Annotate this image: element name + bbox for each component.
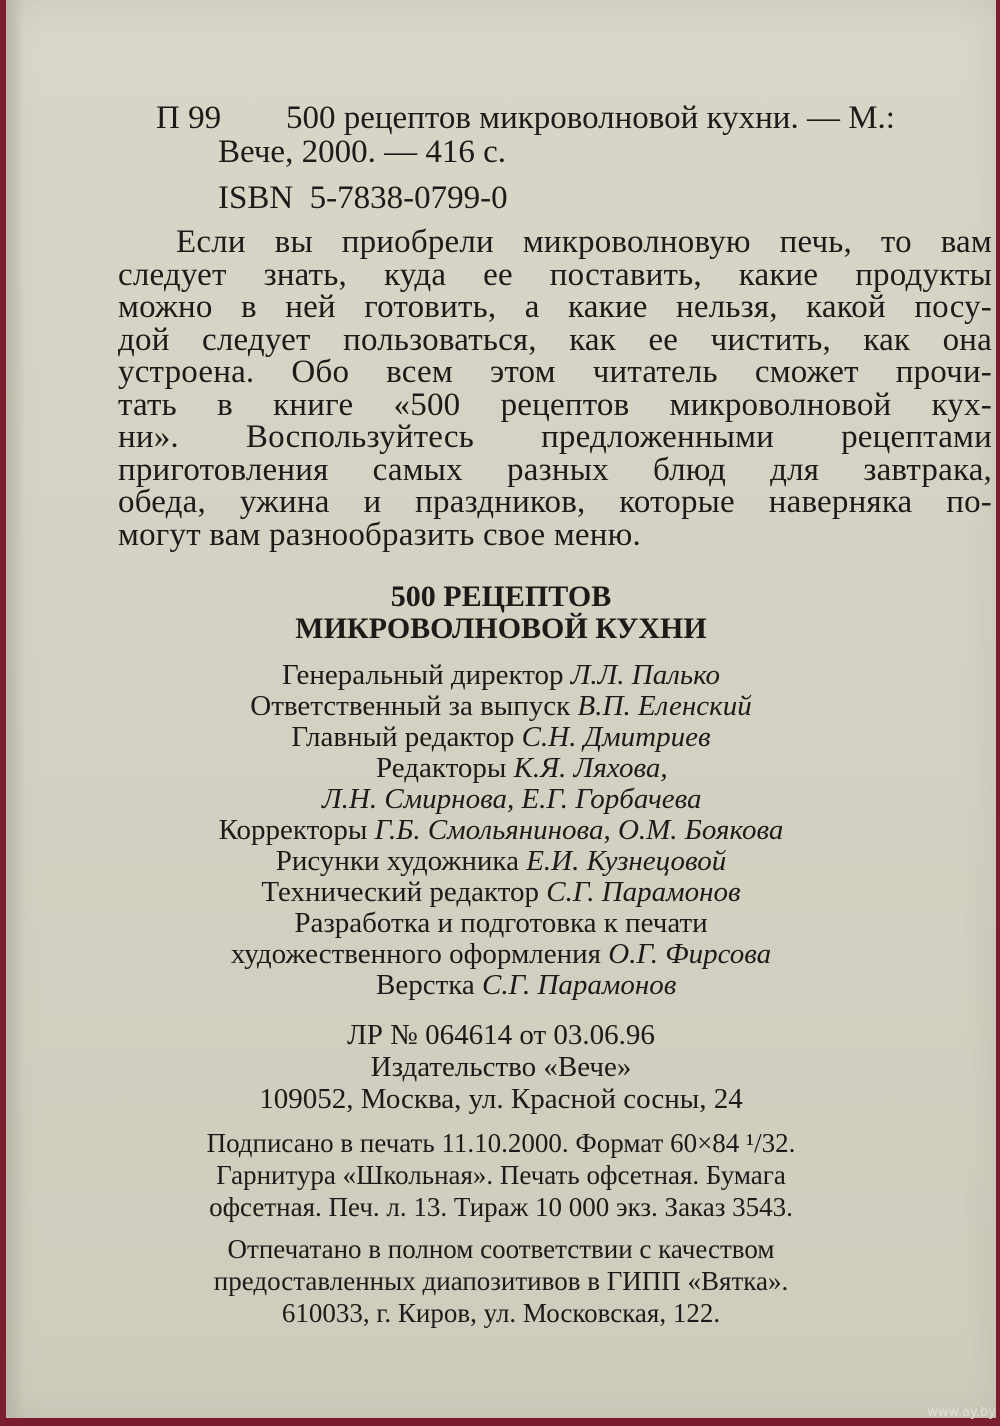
abstract-line: ни». Воспользуйтесь предложенными рецептами — [118, 419, 992, 455]
printer-info-line: Отпечатано в полном соответствии с качеством — [227, 1234, 775, 1264]
abstract-line: следует знать, куда ее поставить, какие продукты — [118, 256, 992, 293]
book-title-line-2: МИКРОВОЛНОВОЙ КУХНИ — [295, 612, 707, 645]
abstract-line: тать в книге «500 рецептов микроволновой кух- — [118, 386, 992, 423]
abstract-line: могут вам разнообразить свое меню. — [118, 516, 641, 553]
isbn: ISBN 5-7838-0799-0 — [218, 180, 508, 216]
credit-line: Генеральный директор Л.Л. Палько — [281, 659, 721, 691]
abstract-line: обеда, ужина и праздников, которые наверняка по- — [118, 484, 992, 520]
credit-line: художественного оформления О.Г. Фирсова — [230, 938, 772, 970]
credit-line: Ответственный за выпуск В.П. Еленский — [250, 690, 752, 722]
print-info-line: Гарнитура «Школьная». Печать офсетная. Бумага — [216, 1160, 786, 1190]
credit-line: Рисунки художника Е.И. Кузнецовой — [275, 845, 727, 877]
credit-line: Л.Н. Смирнова, Е.Г. Горбачева — [322, 783, 702, 815]
credit-line: Редакторы К.Я. Ляхова, — [376, 752, 668, 784]
book-page — [6, 0, 996, 1418]
abstract-line: можно в ней готовить, а какие нельзя, какой посу- — [118, 289, 992, 325]
catalog-publisher-line: Вече, 2000. — 416 с. — [218, 134, 506, 170]
watermark: www.ay.by — [927, 1405, 996, 1420]
credit-line: Разработка и подготовка к печати — [294, 907, 708, 939]
credit-line: Корректоры Г.Б. Смольянинова, О.М. Боякова — [218, 814, 784, 846]
abstract-line: Если вы приобрели микроволновую печь, то вам — [176, 224, 992, 260]
credit-line: Главный редактор С.Н. Дмитриев — [291, 721, 711, 753]
print-info-line: офсетная. Печ. л. 13. Тираж 10 000 экз. Заказ 3543. — [209, 1192, 793, 1222]
printer-info-line: предоставленных диапозитивов в ГИПП «Вятка». — [213, 1266, 789, 1296]
publisher-address: 109052, Москва, ул. Красной сосны, 24 — [259, 1083, 743, 1115]
publisher-name: Издательство «Вече» — [370, 1051, 632, 1083]
abstract-line: устроена. Обо всем этом читатель сможет прочи- — [118, 354, 992, 390]
catalog-code: П 99 — [156, 100, 222, 136]
catalog-title-line: 500 рецептов микроволновой кухни. — М.: — [286, 100, 895, 136]
abstract-line: приготовления самых разных блюд для завтрака, — [118, 451, 992, 488]
license-line: ЛР № 064614 от 03.06.96 — [347, 1019, 655, 1051]
abstract-line: дой следует пользоваться, как ее чистить, как она — [118, 321, 992, 358]
printer-info-line: 610033, г. Киров, ул. Московская, 122. — [281, 1298, 721, 1328]
print-info-line: Подписано в печать 11.10.2000. Формат 60×84 ¹/32. — [206, 1128, 796, 1158]
credit-line: Верстка С.Г. Парамонов — [376, 969, 677, 1001]
abstract — [118, 226, 992, 551]
credit-line: Технический редактор С.Г. Парамонов — [261, 876, 741, 908]
book-title-line-1: 500 РЕЦЕПТОВ — [390, 580, 612, 613]
